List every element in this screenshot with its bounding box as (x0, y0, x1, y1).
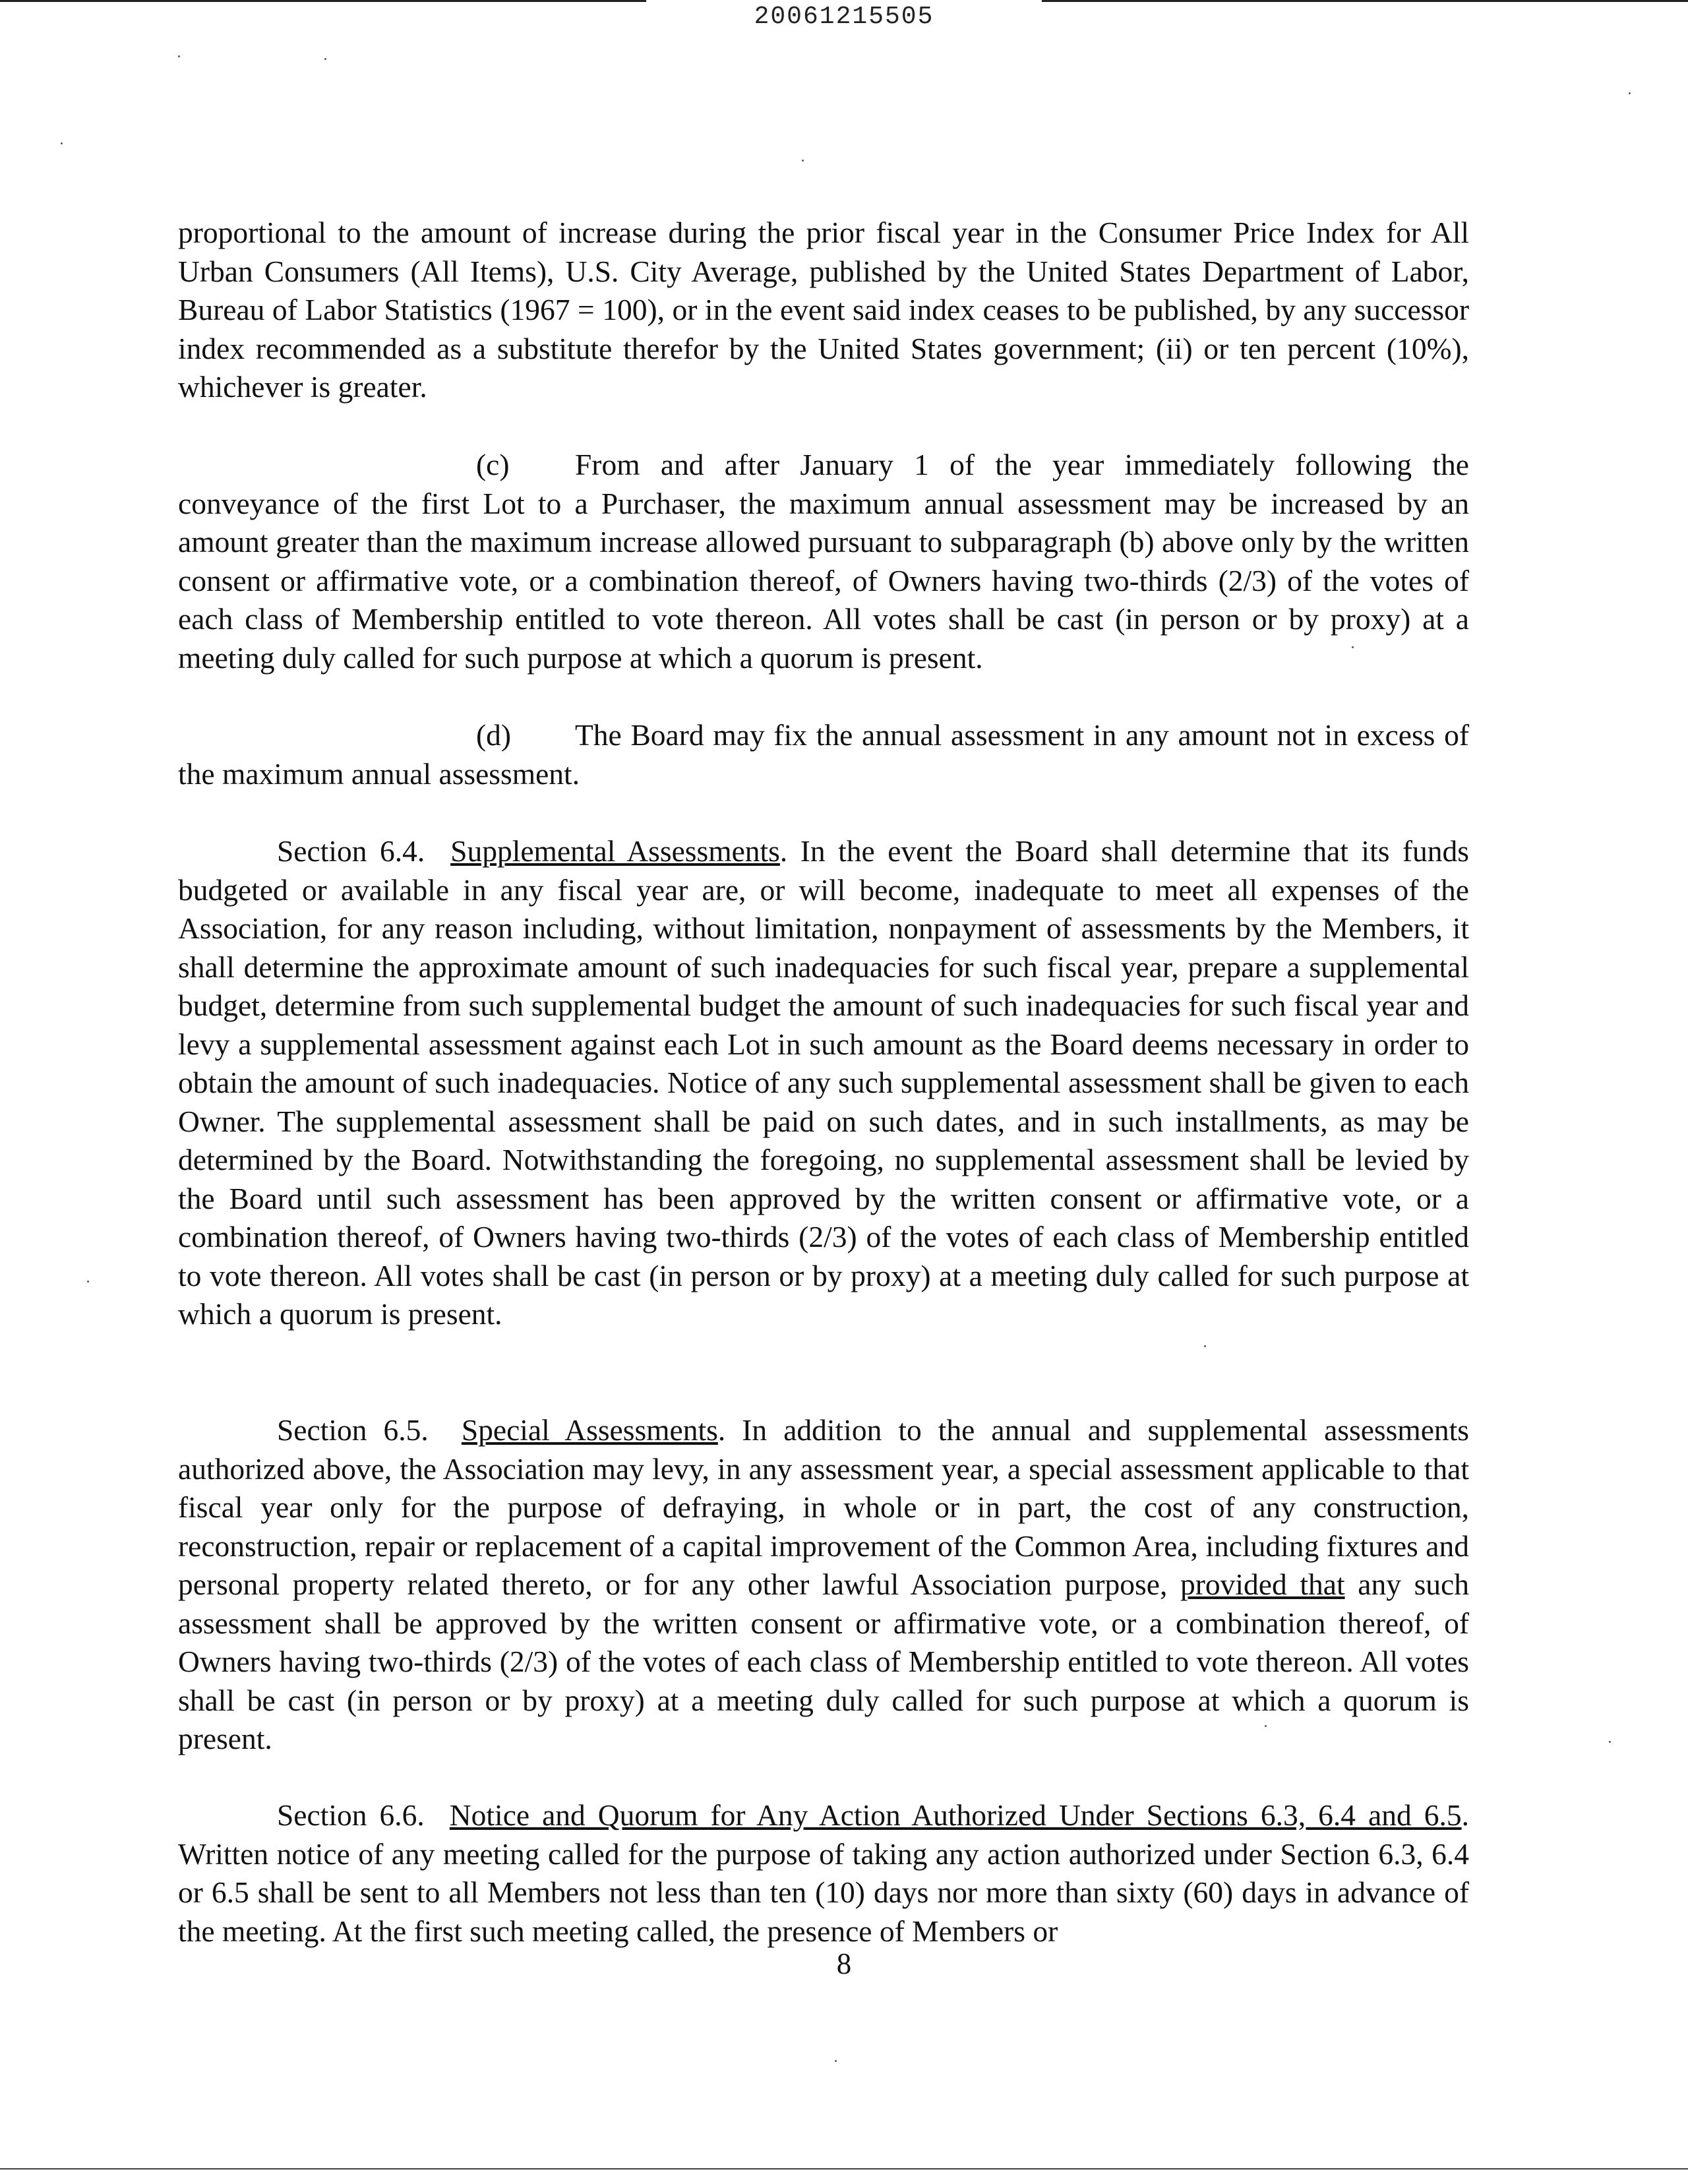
section-6-5-provided: provided that (1180, 1567, 1345, 1601)
section-6-5-text-b: any such assessment shall be approved by the written consent or affirmative vote, or a combination thereof, of Owners having two-thirds (2/3) of the votes of each class of Membership entitled to vote thereon. All votes shall be cast (in person or by proxy) at a meeting duly called for such purpose at which a quorum is present. (178, 1567, 1469, 1755)
scan-speck (178, 55, 180, 57)
paragraph-subparagraph-d (178, 716, 1469, 793)
section-6-4-text: . In the event the Board shall determine that its funds budgeted or available in any fiscal year are, or will become, inadequate to meet all expenses of the Association, for any reason including, without limitation, nonpayment of assessments by the Members, it shall determine the approximate amount of such inadequacies for such fiscal year, prepare a supplemental budget, determine from such supplemental budget the amount of such inadequacies for such fiscal year and levy a supplemental assessment against each Lot in such amount as the Board deems necessary in order to obtain the amount of such inadequacies. Notice of any such supplemental assessment shall be given to each Owner. The supplemental assessment shall be paid on such dates, and in such installments, as may be determined by the Board. Notwithstanding the foregoing, no supplemental assessment shall be levied by the Board until such assessment has been approved by the written consent or affirmative vote, or a combination thereof, of Owners having two-thirds (2/3) of the votes of each class of Membership entitled to vote thereon. All votes shall be cast (in person or by proxy) at a meeting duly called for such purpose at which a quorum is present. (178, 834, 1469, 1331)
scan-speck (1609, 1741, 1611, 1743)
text-block-3 (178, 716, 1469, 793)
section-6-6-text: . Written notice of any meeting called for the purpose of taking any action authorized under Section 6.3, 6.4 or 6.5 shall be sent to all Members not less than ten (10) days nor more than sixty (60) days in advance of the meeting. At the first such meeting called, the presence of Members or (178, 1798, 1469, 1948)
subparagraph-label-d: (d) (476, 718, 512, 752)
scan-speck (802, 160, 804, 162)
scan-speck (835, 2060, 837, 2062)
paragraph-section-6-5 (178, 1411, 1469, 1759)
text-block-1 (178, 214, 1469, 407)
paragraph-subparagraph-c (178, 446, 1469, 677)
scan-speck (61, 142, 63, 144)
section-6-4-label: Section 6.4. (277, 834, 425, 868)
subparagraph-text-c: From and after January 1 of the year immediately following the conveyance of the first Lot to a Purchaser, the maximum annual assessment may be increased by an amount greater than the maximum increase allowed pursuant to subparagraph (b) above only by the written consent or affirmative vote, or a combination thereof, of Owners having two-thirds (2/3) of the votes of each class of Membership entitled to vote thereon. All votes shall be cast (in person or by proxy) at a meeting duly called for such purpose at which a quorum is present. (178, 448, 1469, 675)
section-6-6-title: Notice and Quorum for Any Action Authorized Under Sections 6.3, 6.4 and 6.5 (449, 1798, 1462, 1832)
text-block-5 (178, 1411, 1469, 1759)
document-number: 20061215505 (754, 3, 934, 31)
paragraph-section-6-4 (178, 832, 1469, 1334)
scan-edge-line-right (1042, 0, 1688, 2)
section-6-5-label: Section 6.5. (277, 1413, 429, 1447)
paragraph-section-6-6 (178, 1796, 1469, 1951)
scan-edge-line-bottom (0, 2168, 1688, 2169)
scan-speck (1204, 1345, 1206, 1347)
subparagraph-text-d: The Board may fix the annual assessment in any amount not in excess of the maximum annual assessment. (178, 718, 1469, 791)
section-6-6-label: Section 6.6. (277, 1798, 425, 1832)
text-block-4 (178, 832, 1469, 1334)
subparagraph-label-c: (c) (476, 448, 510, 481)
scan-edge-line-left (0, 0, 646, 2)
page-number: 8 (836, 1947, 852, 1980)
scan-speck (87, 1281, 89, 1283)
section-6-5-text-a: . In addition to the annual and supplemental assessments authorized above, the Association may levy, in any assessment year, a special assessment applicable to that fiscal year only for the purpose of defraying, in whole or in part, the cost of any construction, reconstruction, repair or replacement of a capital improvement of the Common Area, including fixtures and personal property related thereto, or for any other lawful Association purpose, (178, 1413, 1469, 1601)
scan-speck (1629, 92, 1631, 94)
section-6-4-title: Supplemental Assessments (450, 834, 780, 868)
text-block-6 (178, 1796, 1469, 1951)
text-block-2 (178, 446, 1469, 677)
scan-speck (324, 58, 326, 60)
paragraph-index-adjustment: proportional to the amount of increase during the prior fiscal year in the Consumer Price Index for All Urban Consumers (All Items), U.S. City Average, published by the United States Department of Labor, Bureau of Labor Statistics (1967 = 100), or in the event said index ceases to be published, by any successor index recommended as a substitute therefor by the United States government; (ii) or ten percent (10%), whichever is greater. (178, 216, 1469, 404)
section-6-5-title: Special Assessments (461, 1413, 718, 1447)
